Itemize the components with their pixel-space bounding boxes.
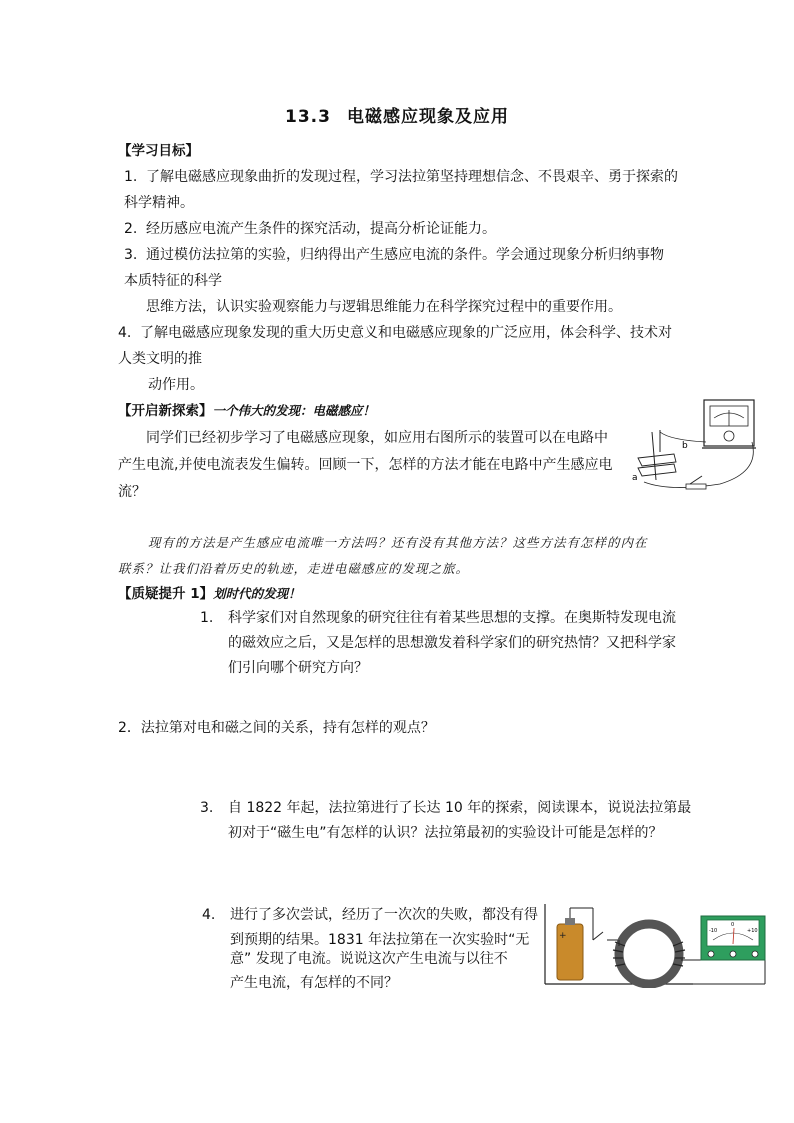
- question-2: 2．法拉第对电和磁之间的关系，持有怎样的观点？: [118, 720, 435, 736]
- question-3-line1: 3. 自 1822 年起，法拉第进行了长达 10 年的探索，阅读课本，说说法拉第最: [200, 800, 692, 816]
- explore-subtitle: 一个伟大的发现：电磁感应！: [212, 403, 376, 418]
- label-a: a: [632, 473, 638, 483]
- scale-left-label: -10: [709, 928, 718, 934]
- objective-3-line1: 3. 通过模仿法拉第的实验，归纳得出产生感应电流的条件。学会通过现象分析归纳事物: [124, 247, 664, 263]
- objective-4-line3: 动作用。: [148, 377, 204, 393]
- objective-1-line1: 1. 了解电磁感应现象曲折的发现过程，学习法拉第坚持理想信念、不畏艰辛、勇于探索的: [124, 169, 678, 185]
- label-b: b: [682, 441, 688, 451]
- induction-apparatus-figure: [630, 392, 760, 498]
- objective-2: 2. 经历感应电流产生条件的探究活动，提高分析论证能力。: [124, 221, 496, 237]
- battery-plus-icon: +: [559, 931, 567, 941]
- question-4-line1: 4. 进行了多次尝试，经历了一次次的失败，都没有得: [202, 907, 538, 923]
- title-text: 电磁感应现象及应用: [346, 107, 509, 127]
- switch-base: [686, 484, 706, 489]
- question-4-line3: 意” 发现了电流。说说这次产生电流与以往不: [230, 951, 508, 967]
- question-1-line1: 1. 科学家们对自然现象的研究往往有着某些思想的支撑。在奥斯特发现电流: [200, 610, 676, 626]
- faraday-ring-figure: [543, 902, 771, 988]
- question-subtitle: 划时代的发现！: [213, 586, 301, 601]
- question-1-line2: 的磁效应之后，又是怎样的思想激发着科学家们的研究热情？又把科学家: [228, 635, 676, 651]
- reflection-line2: 联系？让我们沿着历史的轨迹，走进电磁感应的发现之旅。: [118, 561, 470, 576]
- objectives-heading: 【学习目标】: [118, 143, 199, 159]
- scale-right-label: +10: [747, 928, 758, 934]
- objective-4-line2: 人类文明的推: [118, 351, 202, 367]
- question-3-line2: 初对于“磁生电”有怎样的认识？法拉第最初的实验设计可能是怎样的？: [228, 825, 663, 841]
- switch-lever: [593, 932, 603, 940]
- battery-terminal: [565, 918, 575, 925]
- question-4-line2: 到预期的结果。1831 年法拉第在一次实验时“无: [230, 932, 530, 948]
- explore-heading-line: [118, 398, 375, 424]
- explore-para-line1: 同学们已经初步学习了电磁感应现象，如应用右图所示的装置可以在电路中: [146, 430, 608, 446]
- question-heading-line: [118, 581, 301, 607]
- reflection-line1: 现有的方法是产生感应电流唯一方法吗？还有没有其他方法？这些方法有怎样的内在: [148, 535, 648, 550]
- objective-3-line3: 思维方法，认识实验观察能力与逻辑思维能力在科学探究过程中的重要作用。: [146, 299, 622, 315]
- objective-4-line1: 4. 了解电磁感应现象发现的重大历史意义和电磁感应现象的广泛应用，体会科学、技术对: [118, 325, 672, 341]
- iron-ring: [619, 924, 679, 984]
- scale-center-label: 0: [731, 922, 735, 928]
- objective-1-line2: 科学精神。: [124, 195, 194, 211]
- ammeter-terminal-left: [708, 951, 714, 957]
- ammeter-terminal-middle: [730, 951, 736, 957]
- section-number: 13.3: [285, 107, 331, 127]
- switch-lever: [690, 476, 702, 484]
- explore-para-line3: 流？: [118, 484, 146, 500]
- ammeter-terminal-right: [752, 951, 758, 957]
- question-heading: 【质疑提升 1】: [118, 586, 214, 602]
- explore-para-line2: 产生电流,并使电流表发生偏转。回顾一下，怎样的方法才能在电路中产生感应电: [118, 457, 613, 473]
- explore-heading: 【开启新探索】: [118, 403, 213, 419]
- page-title: [0, 104, 794, 130]
- question-4-line4: 产生电流，有怎样的不同？: [230, 975, 398, 991]
- objective-3-line2: 本质特征的科学: [124, 273, 222, 289]
- question-1-line3: 们引向哪个研究方向？: [228, 660, 368, 676]
